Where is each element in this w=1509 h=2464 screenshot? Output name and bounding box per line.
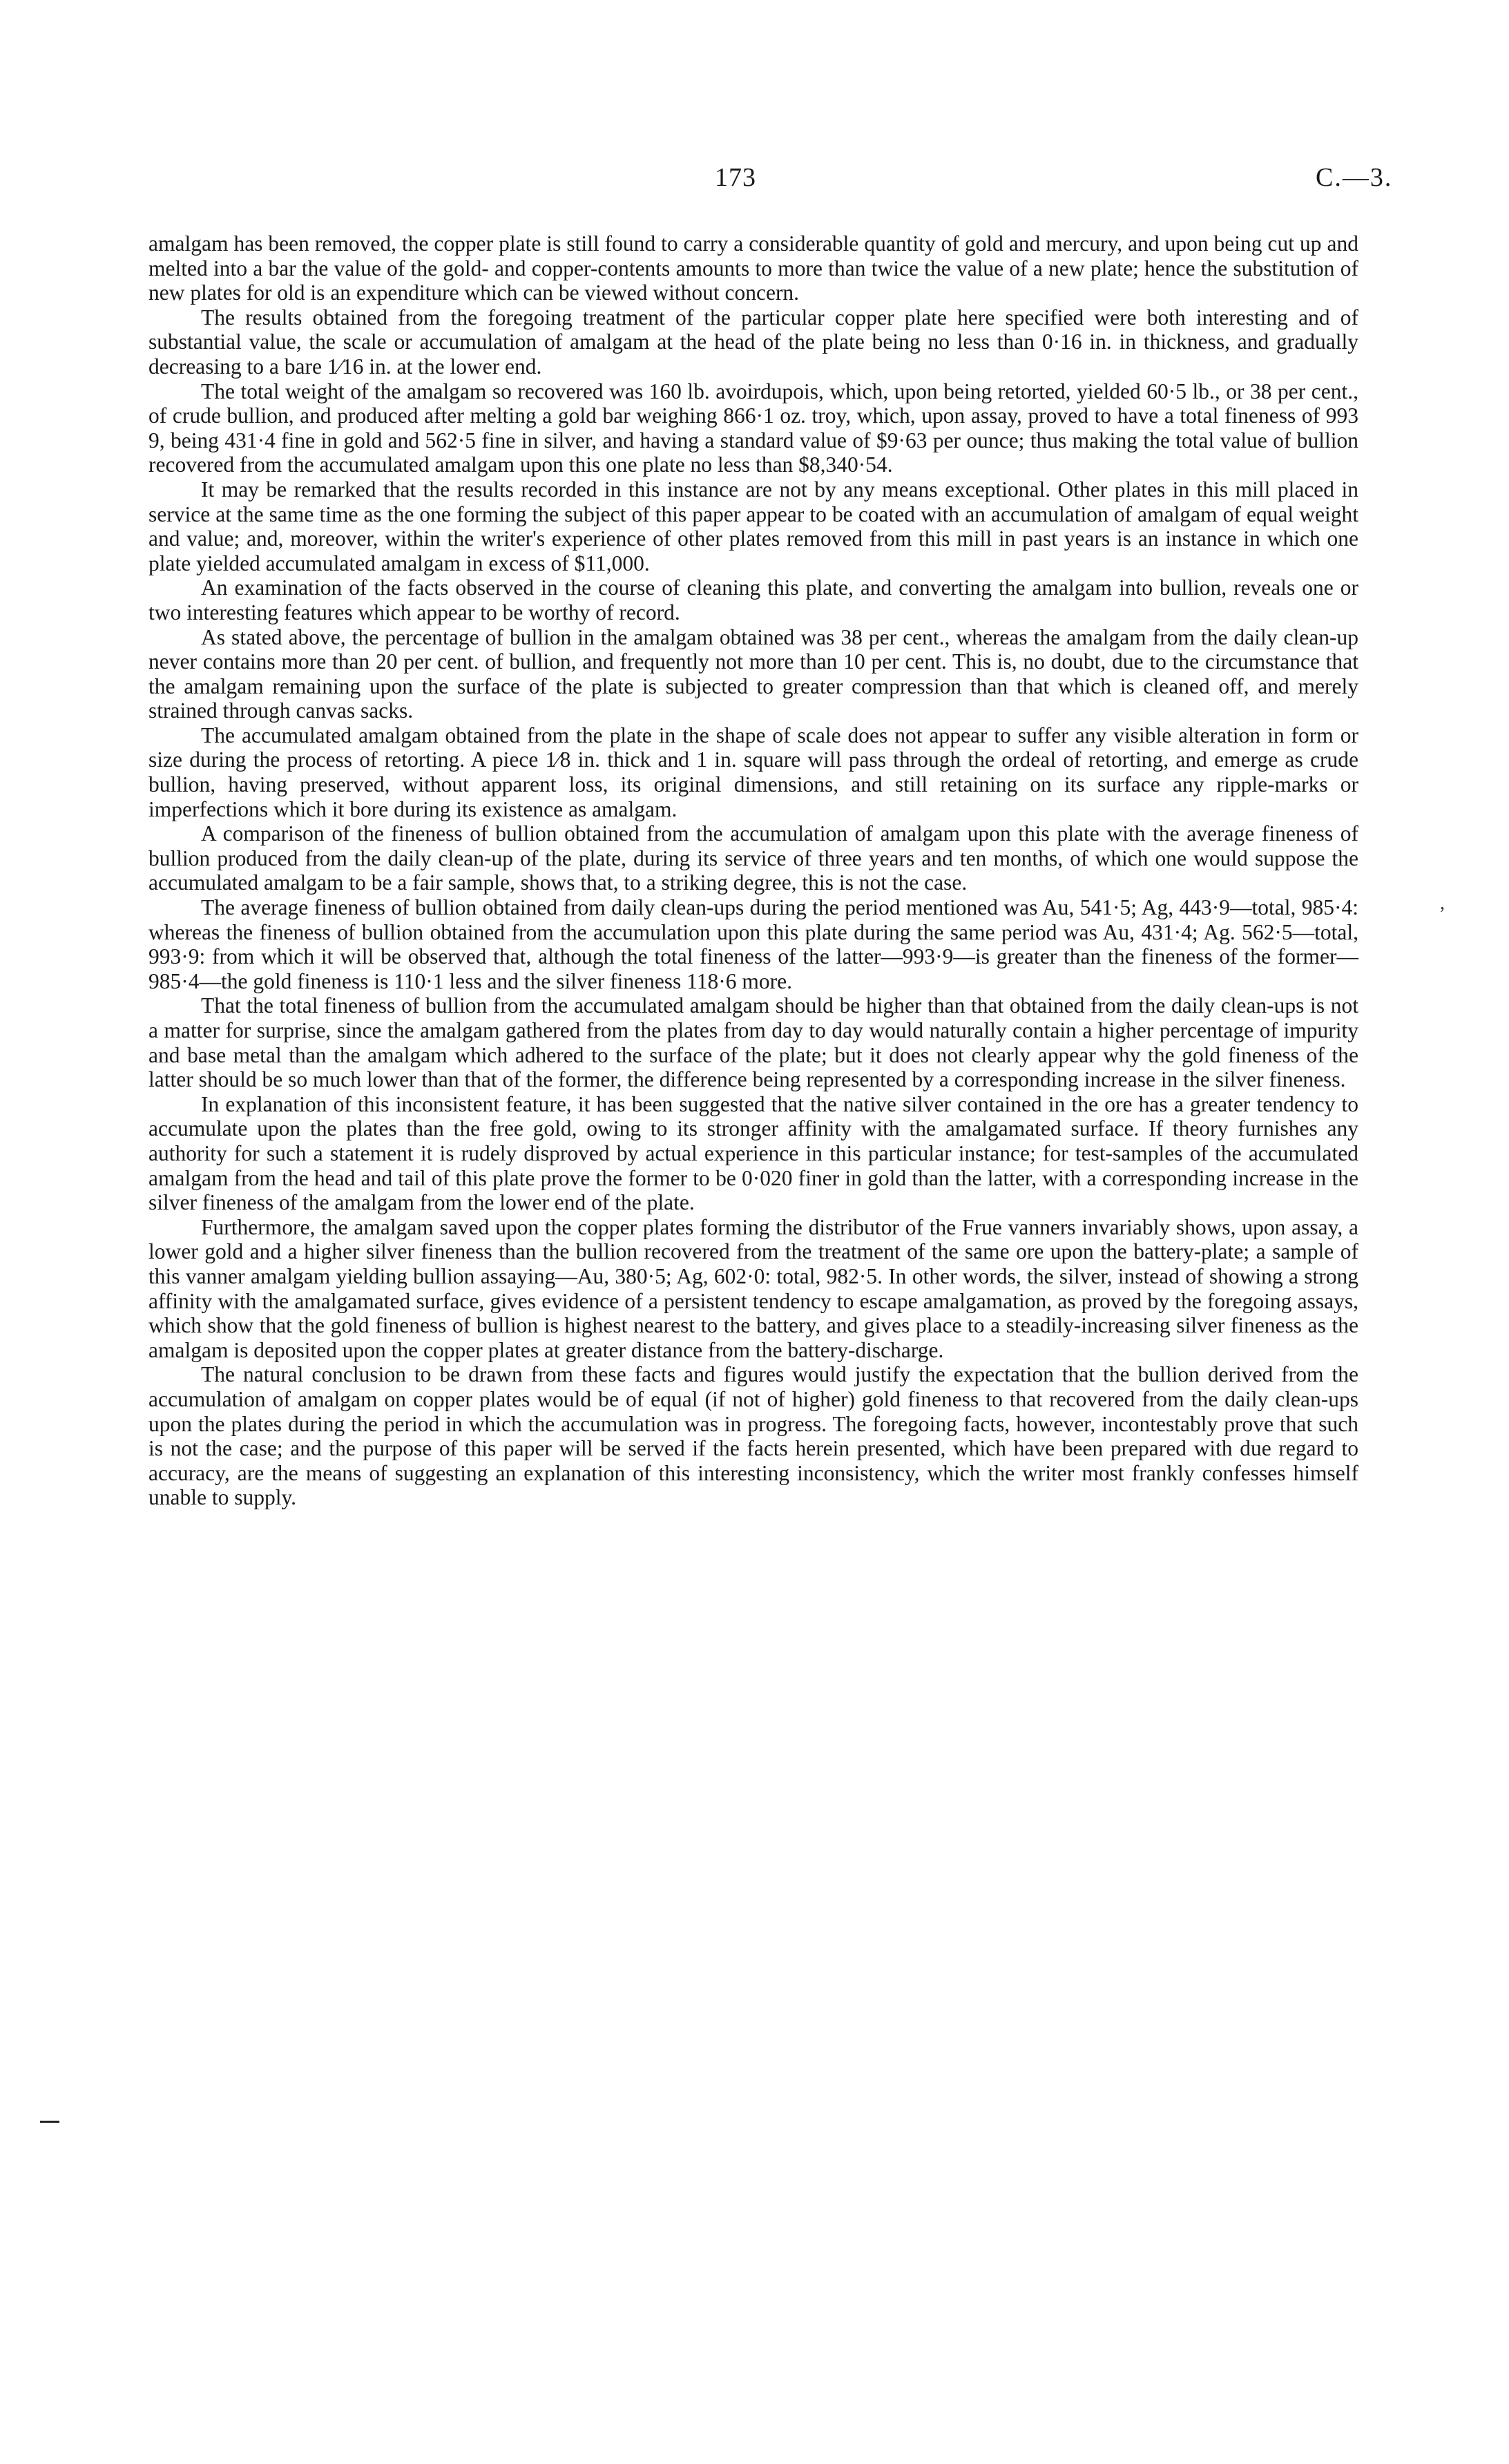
paragraph: The results obtained from the foregoing treatment of the particular copper plate here specified were both interesting and of substantial value, the scale or accumulation of amalgam at the head of the plate being no less than 0·16 in. in thickness, and gradually decreasing to a bare 1⁄16 in. at the lower end. [148, 305, 1358, 379]
body-text [148, 231, 1358, 1510]
paragraph: It may be remarked that the results recorded in this instance are not by any means exceptional. Other plates in this mill placed in service at the same time as the one forming the subject of this paper appear to be coated with an accumulation of amalgam of equal weight and value; and, moreover, within the writer's experience of other plates removed from this mill in past years is an instance in which one plate yielded accumulated amalgam in excess of $11,000. [148, 477, 1358, 575]
margin-mark-left [40, 2121, 59, 2123]
paragraph: An examination of the facts observed in the course of cleaning this plate, and converting the amalgam into bullion, reveals one or two interesting features which appear to be worthy of record. [148, 575, 1358, 624]
series-reference: C.—3. [1316, 163, 1393, 192]
margin-mark-right: , [1440, 892, 1445, 914]
paragraph: In explanation of this inconsistent feature, it has been suggested that the native silver contained in the ore has a greater tendency to accumulate upon the plates than the free gold, owing to its stronger affinity with the amalgamated surface. If theory furnishes any authority for such a statement it is rudely disproved by actual experience in this particular instance; for test-samples of the accumulated amalgam from the head and tail of this plate prove the former to be 0·020 finer in gold than the latter, with a corresponding increase in the silver fineness of the amalgam from the lower end of the plate. [148, 1091, 1358, 1215]
paragraph: That the total fineness of bullion from the accumulated amalgam should be higher than that obtained from the daily clean-ups is not a matter for surprise, since the amalgam gathered from the plates from day to day would naturally contain a higher percentage of impurity and base metal than the amalgam which adhered to the surface of the plate; but it does not clearly appear why the gold fineness of the latter should be so much lower than that of the former, the difference being represented by a corresponding increase in the silver fineness. [148, 993, 1358, 1092]
paragraph: The average fineness of bullion obtained from daily clean-ups during the period mentioned was Au, 541·5; Ag, 443·9—total, 985·4: whereas the fineness of bullion obtained from the accumulation upon this plate during the same period was Au, 431·4; Ag. 562·5—total, 993·9: from which it will be observed that, although the total fineness of the latter—993·9—is greater than the fineness of the former—985·4—the gold fineness is 110·1 less and the silver fineness 118·6 more. [148, 895, 1358, 993]
paragraph: The accumulated amalgam obtained from the plate in the shape of scale does not appear to suffer any visible alteration in form or size during the process of retorting. A piece 1⁄8 in. thick and 1 in. square will pass through the ordeal of retorting, and emerge as crude bullion, having preserved, without apparent loss, its original dimensions, and still retaining on its surface any ripple-marks or imperfections which it bore during its existence as amalgam. [148, 723, 1358, 821]
paragraph: Furthermore, the amalgam saved upon the copper plates forming the distributor of the Frue vanners invariably shows, upon assay, a lower gold and a higher silver fineness than the bullion recovered from the treatment of the same ore upon the battery-plate; a sample of this vanner amalgam yielding bullion assaying—Au, 380·5; Ag, 602·0: total, 982·5. In other words, the silver, instead of showing a strong affinity with the amalgamated surface, gives evidence of a persistent tendency to escape amalgamation, as proved by the foregoing assays, which show that the gold fineness of bullion is highest nearest to the battery, and gives place to a steadily-increasing silver fineness as the amalgam is deposited upon the copper plates at greater distance from the battery-discharge. [148, 1214, 1358, 1362]
paragraph: amalgam has been removed, the copper plate is still found to carry a considerable quantity of gold and mercury, and upon being cut up and melted into a bar the value of the gold- and copper-contents amounts to more than twice the value of a new plate; hence the substitution of new plates for old is an expenditure which can be viewed without concern. [148, 231, 1358, 305]
page-number: 173 [715, 163, 756, 192]
paragraph: A comparison of the fineness of bullion obtained from the accumulation of amalgam upon this plate with the average fineness of bullion produced from the daily clean-up of the plate, during its service of three years and ten months, of which one would suppose the accumulated amalgam to be a fair sample, shows that, to a striking degree, this is not the case. [148, 821, 1358, 895]
page-header [0, 162, 1509, 204]
paragraph: The total weight of the amalgam so recovered was 160 lb. avoirdupois, which, upon being retorted, yielded 60·5 lb., or 38 per cent., of crude bullion, and produced after melting a gold bar weighing 866·1 oz. troy, which, upon assay, proved to have a total fineness of 993 9, being 431·4 fine in gold and 562·5 fine in silver, and having a standard value of $9·63 per ounce; thus making the total value of bullion recovered from the accumulated amalgam upon this one plate no less than $8,340·54. [148, 379, 1358, 477]
paragraph: As stated above, the percentage of bullion in the amalgam obtained was 38 per cent., whereas the amalgam from the daily clean-up never contains more than 20 per cent. of bullion, and frequently not more than 10 per cent. This is, no doubt, due to the circumstance that the amalgam remaining upon the surface of the plate is subjected to greater compression than that which is cleaned off, and merely strained through canvas sacks. [148, 624, 1358, 723]
paragraph: The natural conclusion to be drawn from these facts and figures would justify the expectation that the bullion derived from the accumulation of amalgam on copper plates would be of equal (if not of higher) gold fineness to that recovered from the daily clean-ups upon the plates during the period in which the accumulation was in progress. The foregoing facts, however, incontestably prove that such is not the case; and the purpose of this paper will be served if the facts herein presented, which have been prepared with due regard to accuracy, are the means of suggesting an explanation of this interesting inconsistency, which the writer most frankly confesses himself unable to supply. [148, 1362, 1358, 1510]
